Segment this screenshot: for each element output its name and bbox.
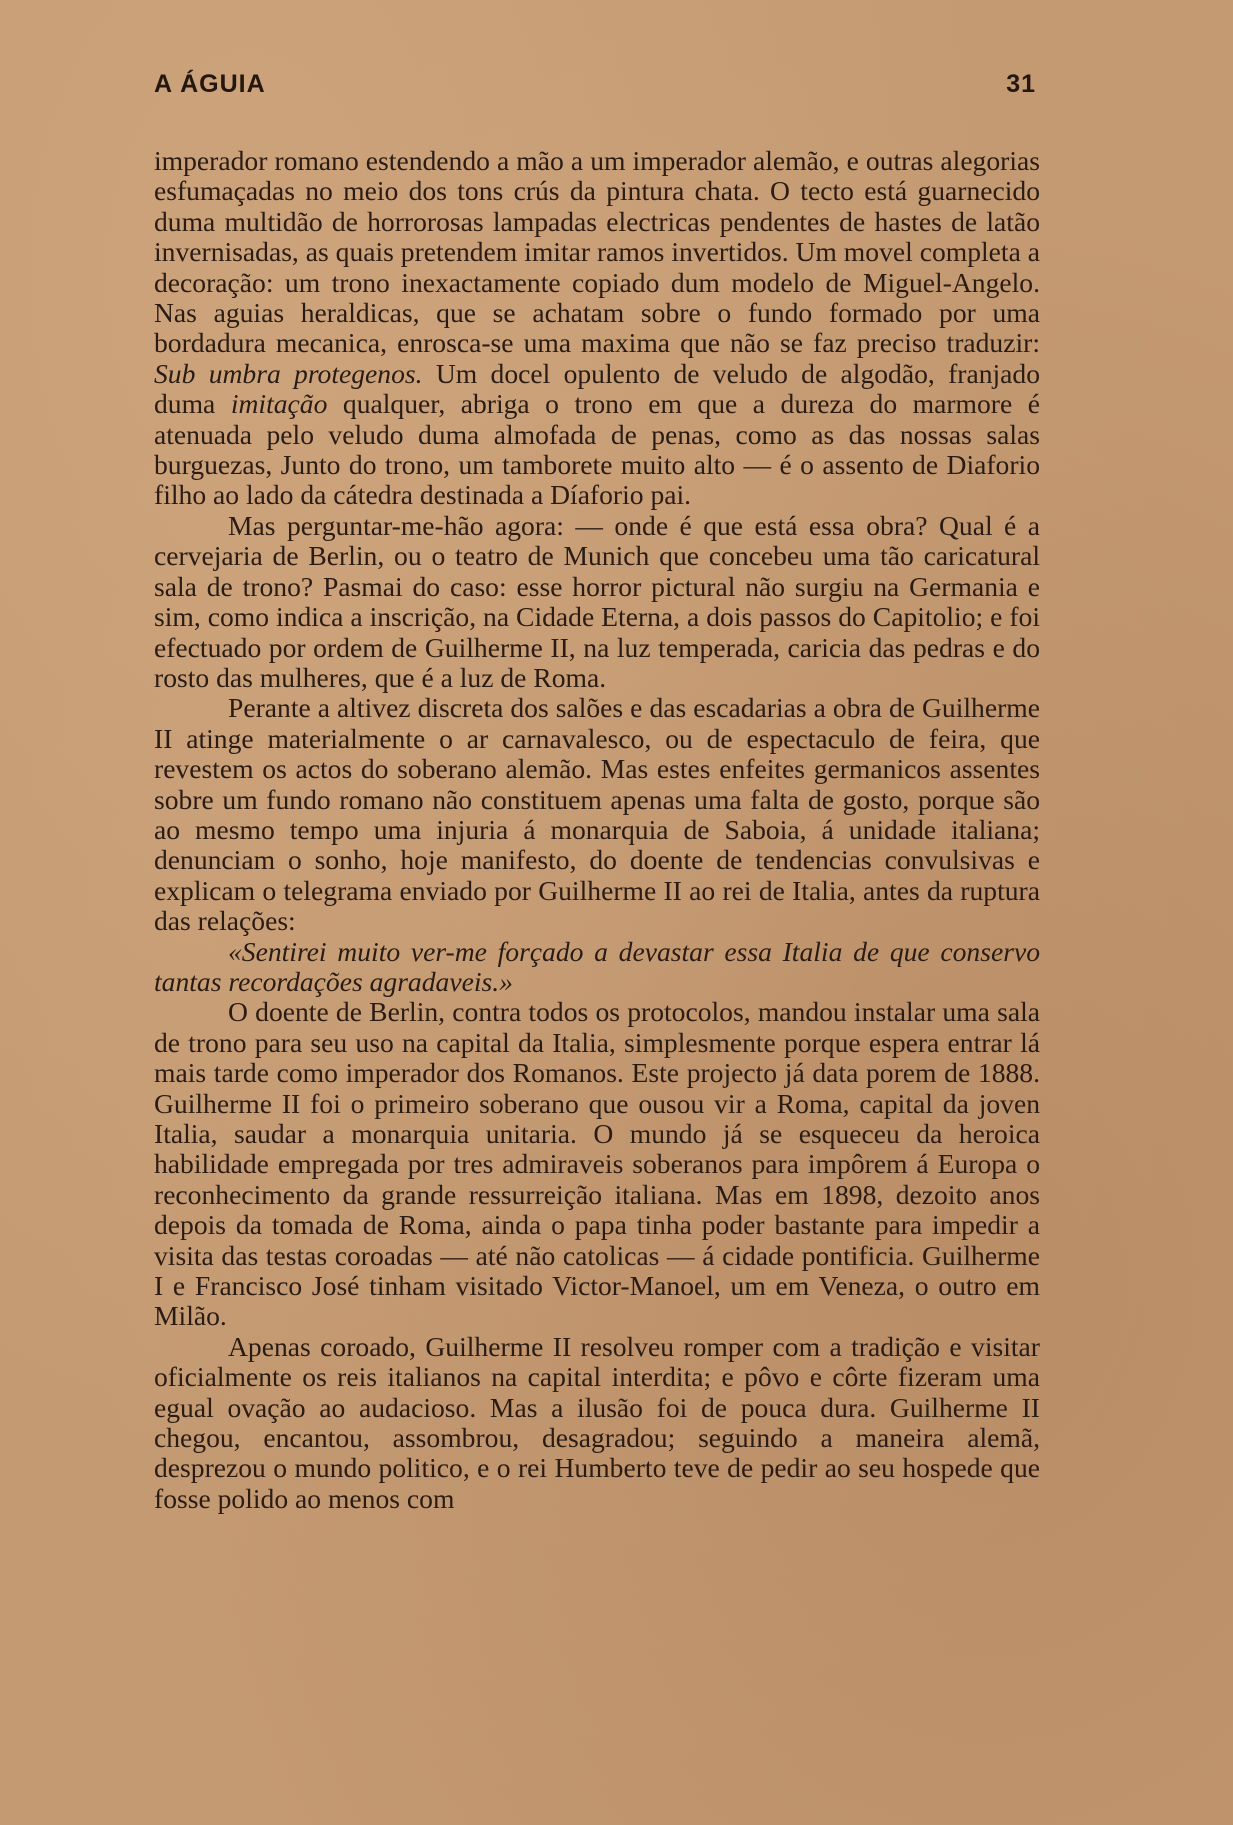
paragraph-4: O doente de Berlin, contra todos os protocolos, mandou instalar uma sala de trono para seu uso na capital da Italia, simplesmente porque espera entrar lá mais tarde como imperador dos Romanos. Este projecto já data porem de 1888. Guilherme II foi o primeiro soberano que ousou vir a Roma, capital da joven Italia, saudar a monarquia unitaria. O mundo já se esqueceu da heroica habilidade empregada por tres admiraveis soberanos para impôrem á Europa o reconhecimento da grande ressurreição italiana. Mas em 1898, dezoito anos depois da tomada de Roma, ainda o papa tinha poder bastante para impedir a visita das testas coroadas — até não catolicas — á cidade pontificia. Guilherme I e Francisco José tinham visitado Victor-Manoel, um em Veneza, o outro em Milão. [154, 996, 1040, 1332]
paragraph-2: Mas perguntar-me-hão agora: — onde é que está essa obra? Qual é a cervejaria de Berlin, ou o teatro de Munich que concebeu uma tão caricatural sala de trono? Pasmai do caso: esse horror pictural não surgiu na Germania e sim, como indica a inscrição, na Cidade Eterna, a dois passos do Capitolio; e foi efectuado por ordem de Guilherme II, na luz temperada, caricia das pedras e do rosto das mulheres, que é a luz de Roma. [154, 509, 1040, 693]
running-head [154, 64, 1036, 104]
paragraph-3: Perante a altivez discreta dos salões e das escadarias a obra de Guilherme II atinge materialmente o ar carnavalesco, ou de espectaculo de feira, que revestem os actos do soberano alemão. Mas estes enfeites germanicos assentes sobre um fundo romano não constituem apenas uma falta de gosto, porque são ao mesmo tempo uma injuria á monarquia de Saboia, á unidade italiana; denunciam o sonho, hoje manifesto, do doente de tendencias convulsivas e explicam o telegrama enviado por Guilherme II ao rei de Italia, antes da ruptura das relações: [154, 692, 1040, 937]
paragraph-1-text-a: imperador romano estendendo a mão a um imperador alemão, e outras alegorias esfumaçadas no meio dos tons crús da pintura chata. O tecto está guarnecido duma multidão de horrorosas lampadas electricas pendentes de hastes de latão invernisadas, as quais pretendem imitar ramos invertidos. Um movel completa a decoração: um trono inexactamente copiado dum modelo de Miguel-Angelo. Nas aguias heraldicas, que se achatam sobre o fundo formado por uma bordadura mecanica, enrosca-se uma maxima que não se faz preciso traduzir: [154, 145, 1040, 359]
paragraph-1-text-c: Um docel opulento de veludo de algodão, franjado duma [154, 357, 1040, 420]
italic-word: imitação [230, 388, 328, 420]
paragraph-1 [154, 146, 1040, 511]
journal-title: A ÁGUIA [154, 69, 266, 98]
paragraph-1-text-e: qualquer, abriga o trono em que a dureza do marmore é atenuada pelo veludo duma almofada de penas, como as das nossas salas burguezas, Junto do trono, um tamborete muito alto — é o assento de Diaforio filho ao lado da cátedra destinada a Díaforio pai. [154, 388, 1040, 511]
telegram-quote: «Sentirei muito ver-me forçado a devastar essa Italia de que conservo tantas recordações agradaveis.» [154, 935, 1040, 997]
latin-phrase: Sub umbra protegenos. [154, 357, 423, 389]
page-number: 31 [1006, 69, 1036, 98]
paragraph-5: Apenas coroado, Guilherme II resolveu romper com a tradição e visitar oficialmente os reis italianos na capital interdita; e pôvo e côrte fizeram uma egual ovação ao audacioso. Mas a ilusão foi de pouca dura. Guilherme II chegou, encantou, assombrou, desagradou; seguindo a maneira alemã, desprezou o mundo politico, e o rei Humberto teve de pedir ao seu hospede que fosse polido ao menos com [154, 1330, 1040, 1514]
body-text [154, 146, 1040, 1514]
